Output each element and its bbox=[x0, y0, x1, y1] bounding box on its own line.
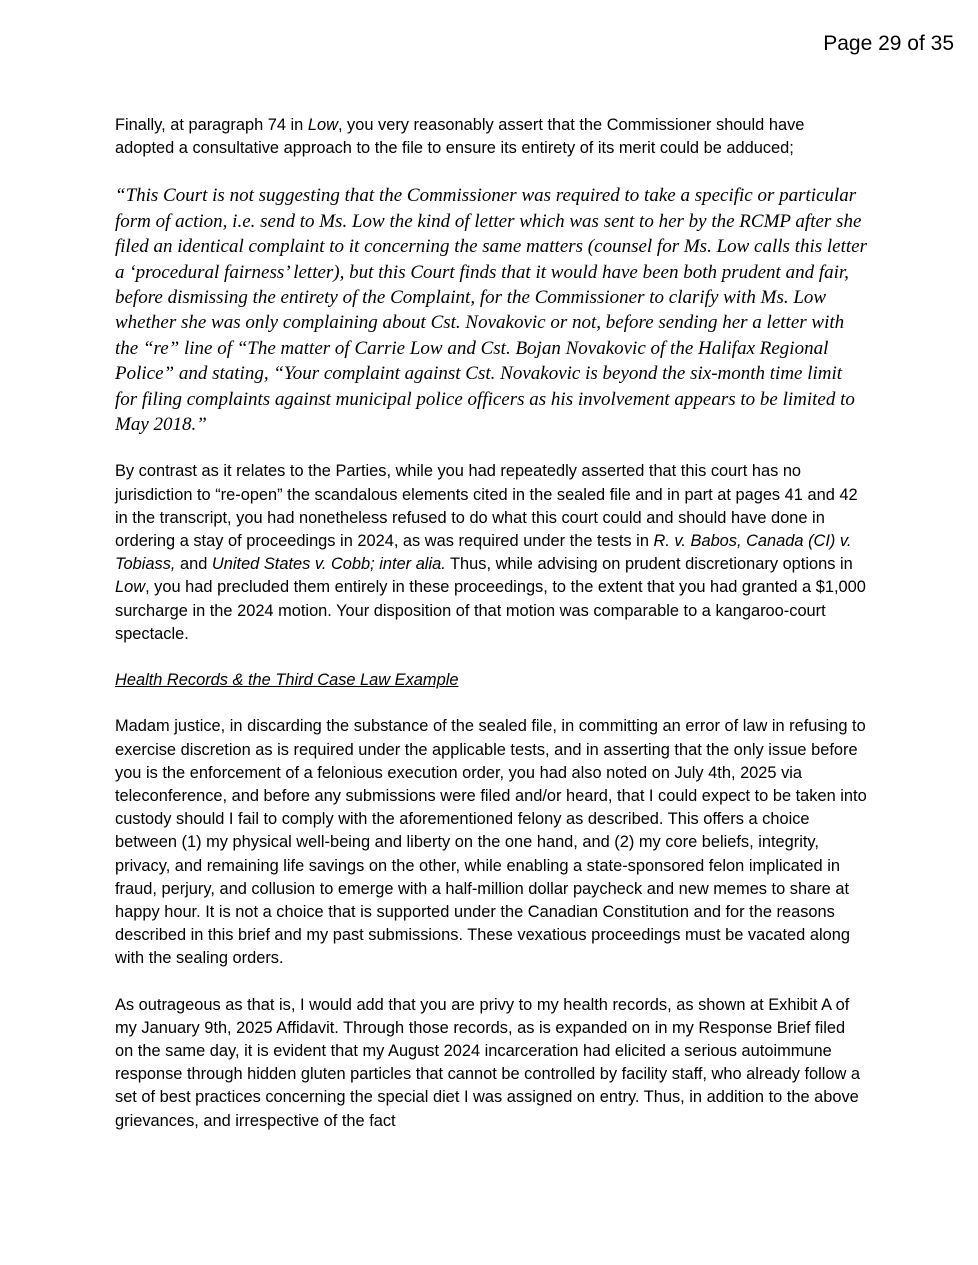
case-name-italic: Low bbox=[115, 578, 146, 597]
paragraph-by-contrast bbox=[115, 460, 867, 646]
case-name-italic: Low bbox=[307, 116, 338, 134]
block-quote: “This Court is not suggesting that the Commissioner was required to take a specific or particular form of action, i.e. send to Ms. Low the kind of letter which was sent to her by the RCMP after she filed an identical complaint to it concerning the same matters (counsel for Ms. Low calls this letter a ‘procedural fairness’ letter), but this Court finds that it would have been both prudent and fair, before dismissing the entirety of the Complaint, for the Commissioner to clarify with Ms. Low whether she was only complaining about Cst. Novakovic or not, before sending her a letter with the “re” line of “The matter of Carrie Low and Cst. Bojan Novakovic of the Halifax Regional Police” and stating, “Your complaint against Cst. Novakovic is beyond the six-month time limit for filing complaints against municipal police officers as his involvement appears to be limited to May 2018.” bbox=[115, 185, 867, 436]
case-citation-italic: R. v. Babos, Canada (CI) v. Tobiass, bbox=[115, 532, 852, 574]
page-number: Page 29 of 35 bbox=[823, 32, 954, 55]
section-heading: Health Records & the Third Case Law Example bbox=[115, 671, 459, 690]
case-citation-italic: United States v. Cobb; inter alia. bbox=[211, 555, 446, 574]
text-run: , you had precluded them entirely in these proceedings, to the extent that you had granted a $1,000 surcharge in the 2024 motion. Your disposition of that motion was comparable to a kangaroo-court spectacle. bbox=[115, 578, 866, 643]
paragraph-health-records: As outrageous as that is, I would add that you are privy to my health records, as shown at Exhibit A of my January 9th, 2025 Affidavit. Through those records, as is expanded on in my Response Brief filed on the same day, it is evident that my August 2024 incarceration had elicited a serious autoimmune response through hidden gluten particles that cannot be controlled by facility staff, who already follow a set of best practices concerning the special diet I was assigned on entry. Thus, in addition to the above grievances, and irrespective of the fact bbox=[115, 995, 861, 1130]
text-run: Thus, while advising on prudent discretionary options in bbox=[445, 555, 853, 574]
text-run: and bbox=[175, 555, 212, 574]
text-run: Finally, at paragraph 74 in bbox=[115, 116, 308, 134]
document-body bbox=[115, 114, 867, 1156]
paragraph-madam-justice: Madam justice, in discarding the substance of the sealed file, in committing an error of law in refusing to exercise discretion as is required under the applicable tests, and in asserting that the only issue before you is the enforcement of a felonious execution order, you had also noted on July 4th, 2025 via teleconference, and before any submissions were filed and/or heard, that I could expect to be taken into custody should I fail to comply with the aforementioned felony as described. This offers a choice between (1) my physical well-being and liberty on the one hand, and (2) my core beliefs, integrity, privacy, and remaining life savings on the other, while enabling a state-sponsored felon implicated in fraud, perjury, and collusion to emerge with a half-million dollar paycheck and new memes to share at happy hour. It is not a choice that is supported under the Canadian Constitution and for the reasons described in this brief and my past submissions. These vexatious proceedings must be vacated along with the sealing orders. bbox=[115, 717, 867, 968]
text-run: By contrast as it relates to the Parties, while you had repeatedly asserted that this court has no jurisdiction to “re-open” the scandalous elements cited in the sealed file and in part at pages 41 and 42 in the transcript, you had nonetheless refused to do what this court could and should have done in ordering a stay of proceedings in 2024, as was required under the tests in bbox=[115, 462, 858, 551]
paragraph-low-reference bbox=[115, 114, 867, 160]
text-run: , you very reasonably assert that the Commissioner should have adopted a consultative approach to the file to ensure its entirety of its merit could be adduced; bbox=[115, 116, 805, 158]
